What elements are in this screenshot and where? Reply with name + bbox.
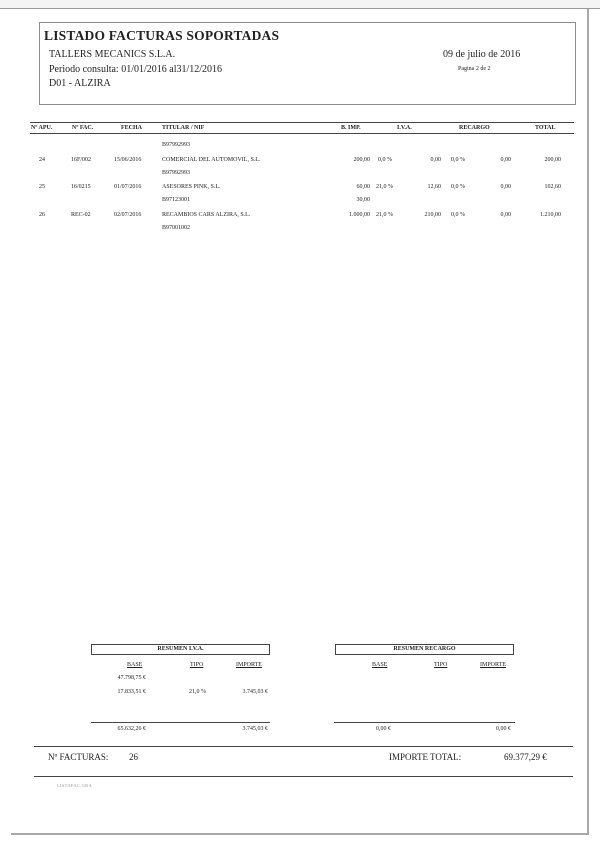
cell-total: 1.210,00 [540,212,561,218]
total-amount-label: IMPORTE TOTAL: [389,752,462,762]
cell-rec-amt: 0,00 [500,212,511,218]
cell-rec-pct: 0,0 % [451,184,465,190]
cell-iva-amt: 210,00 [424,212,441,218]
iva-summary-base: 47.798,75 € [117,675,146,681]
cell-base: 200,00 [353,157,370,163]
col-holder: TITULAR / NIF [162,125,205,131]
recargo-summary-total-base: 0,00 € [376,726,391,732]
cell-nif: B97001002 [162,225,191,231]
iva-summary-total-importe: 3.745,03 € [242,726,268,732]
cell-rec-amt: 0,00 [500,184,511,190]
recargo-summary-total-importe: 0,00 € [496,726,511,732]
recargo-summary-base-header: BASE [372,662,388,668]
recargo-summary-importe-header: IMPORTE [480,662,506,668]
cell-holder: ASESORES PINK, S.L. [162,184,221,190]
cell-iva-amt: 12,60 [427,184,441,190]
cell-iva-amt: 0,00 [430,157,441,163]
carry-over-nif: B97992993 [162,142,191,148]
cell-rec-pct: 0,0 % [451,212,465,218]
query-period: Periodo consulta: 01/01/2016 al31/12/2016 [49,64,223,75]
cell-date: 01/07/2016 [114,184,142,190]
cell-holder: RECAMBIOS CARS ALZIRA, S.L. [162,212,251,218]
iva-summary-title: RESUMEN I.V.A. [91,644,270,655]
cell-num: 26 [39,212,45,218]
iva-summary-importe-header: IMPORTE [236,662,262,668]
cell-rec-amt: 0,00 [500,157,511,163]
cell-date: 15/06/2016 [114,157,142,163]
col-total: TOTAL [535,125,556,131]
iva-summary-total-rule [91,722,270,723]
window-top-edge [0,0,600,9]
report-file-code: LISTAFAC.GRA [57,783,93,788]
col-date: FECHA [121,125,142,131]
cell-nif: B97123001 [162,197,191,203]
page-number: Pagina 2 de 2 [458,66,491,72]
col-iva: I.V.A. [397,125,412,131]
cell-base: 60,00 [356,184,370,190]
invoice-count: 26 [129,752,138,762]
col-num: Nº APU. [31,125,53,131]
cell-holder: COMERCIAL DEL AUTOMOVIL, S.L. [162,157,261,163]
col-recargo: RECARGO [459,125,490,131]
cell-iva-pct: 21,0 % [376,212,393,218]
iva-summary-tipo-header: TIPO [190,662,204,668]
cell-iva-pct: 0,0 % [378,157,392,163]
col-base: B. IMP. [341,125,361,131]
cell-total: 102,60 [544,184,561,190]
cell-nif: B97992993 [162,170,191,176]
recargo-summary-total-rule [334,722,515,723]
invoice-table-header [30,122,574,134]
iva-summary-total-base: 65.632,26 € [117,726,146,732]
cell-invoice: REC-02 [71,212,91,218]
col-invoice: Nº FAC. [72,125,94,131]
cell-date: 02/07/2016 [114,212,142,218]
cell-iva-pct: 21,0 % [376,184,393,190]
footer-top-rule [34,746,573,747]
iva-summary-importe: 3.745,03 € [242,689,268,695]
cell-invoice: 16F/002 [71,157,92,163]
cell-invoice: 16/0215 [71,184,91,190]
cell-total: 200,00 [544,157,561,163]
iva-summary-base: 17.833,51 € [117,689,146,695]
office-code: D01 - ALZIRA [49,78,111,89]
recargo-summary-title: RESUMEN RECARGO [335,644,514,655]
cell-extra-base: 30,00 [356,197,370,203]
company-name: TALLERS MECANICS S.L.A. [49,49,176,60]
report-page [11,9,589,835]
report-date: 09 de julio de 2016 [443,49,521,60]
iva-summary-tipo: 21,0 % [189,689,206,695]
report-title: LISTADO FACTURAS SOPORTADAS [44,28,280,43]
cell-rec-pct: 0,0 % [451,157,465,163]
cell-num: 24 [39,157,45,163]
total-amount: 69.377,29 € [504,752,547,762]
invoice-count-label: Nº FACTURAS: [48,752,109,762]
iva-summary-base-header: BASE [127,662,143,668]
cell-base: 1.000,00 [349,212,370,218]
cell-num: 25 [39,184,45,190]
recargo-summary-tipo-header: TIPO [434,662,448,668]
footer-bottom-rule [34,776,573,777]
